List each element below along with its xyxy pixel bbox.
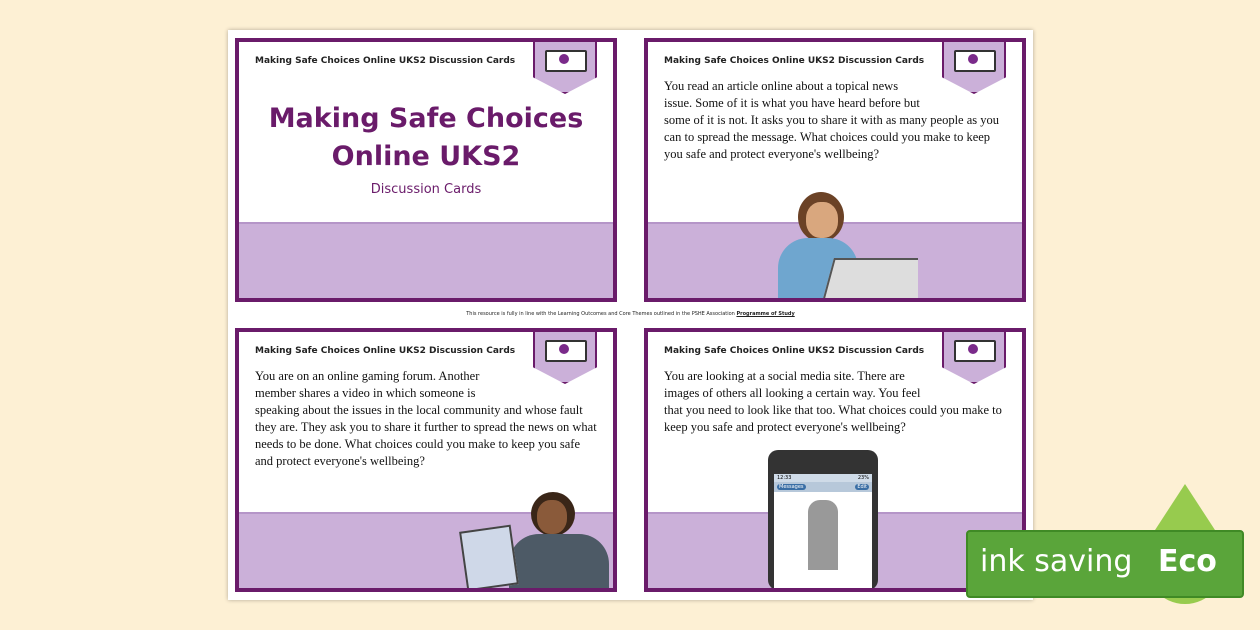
discussion-card bbox=[644, 38, 1026, 302]
badge-spacer bbox=[928, 78, 1008, 96]
cover-card bbox=[235, 38, 617, 302]
phone-messages-button: Messages bbox=[779, 484, 804, 490]
model-figure bbox=[808, 500, 838, 570]
card-text-wrap bbox=[664, 368, 1008, 436]
card-text: You are on an online gaming forum. Another member shares a video in which someone is speaking about the issues in the local community and whose fault they are. They ask you to share it further to spread the news on what needs to be done. What choices could you make to keep you safe and protect everyone's wellbeing? bbox=[255, 369, 597, 468]
footer-note bbox=[228, 311, 1033, 317]
phone-edit-button: Edit bbox=[857, 484, 867, 490]
card-text-wrap bbox=[255, 368, 599, 470]
girl-laptop-illustration bbox=[768, 192, 918, 298]
badge-spacer bbox=[519, 368, 599, 386]
card-text: You are looking at a social media site. There are images of others all looking a certain way. You feel that you need to look like that too. What choices could you make to keep you safe and protect everyone's wellbeing? bbox=[664, 369, 1002, 434]
devices-badge-icon bbox=[533, 38, 597, 94]
ink-saving-badge bbox=[966, 530, 1244, 598]
discussion-card bbox=[235, 328, 617, 592]
cover-subtitle: Discussion Cards bbox=[370, 182, 482, 197]
woman-laptop-illustration bbox=[459, 492, 613, 588]
card-header: Making Safe Choices Online UKS2 Discussion Cards bbox=[664, 346, 925, 356]
card-band bbox=[239, 222, 613, 298]
footer-text: This resource is fully in line with the Learning Outcomes and Core Themes outlined in the PSHE Association bbox=[466, 311, 735, 317]
card-header: Making Safe Choices Online UKS2 Discussion Cards bbox=[255, 56, 516, 66]
card-header: Making Safe Choices Online UKS2 Discussion Cards bbox=[255, 346, 516, 356]
card-text: You read an article online about a topical news issue. Some of it is what you have heard before but some of it is not. It asks you to share it with as many people as you can to spread the message. What choices could you make to keep you safe and protect everyone's wellbeing? bbox=[664, 79, 1000, 161]
eco-label: Eco bbox=[1158, 544, 1217, 579]
programme-of-study-link[interactable]: Programme of Study bbox=[736, 311, 795, 317]
badge-spacer bbox=[928, 368, 1008, 386]
card-header: Making Safe Choices Online UKS2 Discussion Cards bbox=[664, 56, 925, 66]
ink-saving-label: ink saving bbox=[980, 544, 1133, 579]
resource-preview bbox=[228, 30, 1033, 600]
phone-illustration bbox=[768, 450, 878, 590]
phone-battery: 23% bbox=[857, 475, 869, 481]
card-text-wrap bbox=[664, 78, 1008, 163]
cover-title: Making Safe Choices Online UKS2 bbox=[268, 103, 584, 172]
phone-time: 12:33 bbox=[777, 475, 792, 481]
